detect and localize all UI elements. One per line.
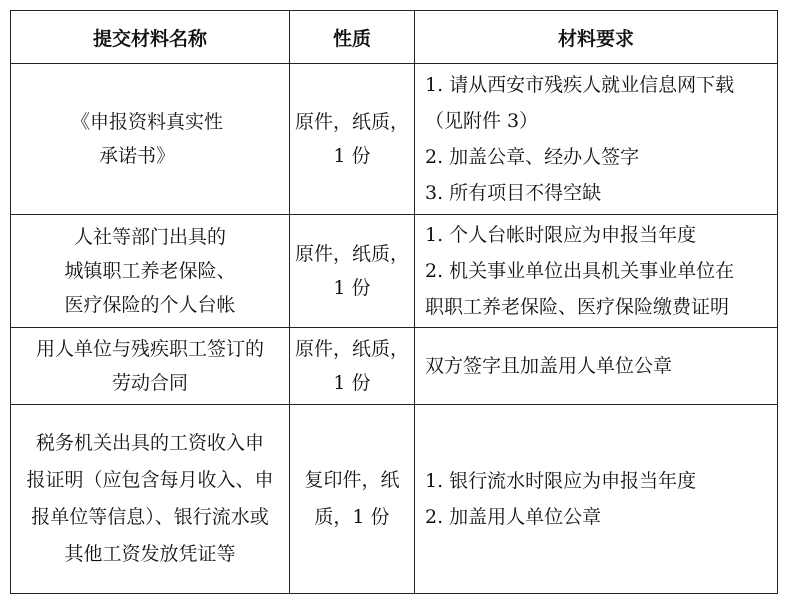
requirement-cell bbox=[415, 405, 778, 594]
nature-cell bbox=[290, 405, 415, 594]
requirement-cell bbox=[415, 328, 778, 405]
materials-table bbox=[10, 10, 778, 594]
material-name-cell bbox=[11, 64, 290, 215]
requirement-cell bbox=[415, 64, 778, 215]
material-name-line: 报证明（应包含每月收入、申 bbox=[26, 469, 274, 491]
material-name-line: 人社等部门出具的 bbox=[73, 226, 226, 248]
table-header-row bbox=[11, 11, 778, 64]
table-row bbox=[11, 215, 778, 328]
material-name-line: 城镇职工养老保险、 bbox=[64, 260, 236, 282]
requirement-line: 2. 机关事业单位出具机关事业单位在 bbox=[425, 260, 735, 282]
nature-line: 原件，纸质， bbox=[294, 338, 409, 360]
table-row bbox=[11, 405, 778, 594]
nature-line: 1 份 bbox=[333, 372, 371, 394]
material-name-line: 《申报资料真实性 bbox=[71, 111, 224, 133]
material-name-cell bbox=[11, 405, 290, 594]
nature-cell bbox=[290, 64, 415, 215]
requirement-line: 2. 加盖公章、经办人签字 bbox=[425, 146, 640, 168]
requirement-line: 3. 所有项目不得空缺 bbox=[425, 182, 602, 204]
requirement-line: 1. 请从西安市残疾人就业信息网下载 bbox=[425, 74, 735, 96]
material-name-line: 劳动合同 bbox=[111, 372, 188, 394]
nature-line: 复印件，纸 bbox=[304, 469, 400, 491]
requirement-line: 职职工养老保险、医疗保险缴费证明 bbox=[425, 296, 730, 318]
requirement-line: 2. 加盖用人单位公章 bbox=[425, 506, 602, 528]
material-name-cell bbox=[11, 215, 290, 328]
requirement-cell bbox=[415, 215, 778, 328]
material-name-line: 其他工资发放凭证等 bbox=[64, 543, 236, 565]
table-row bbox=[11, 328, 778, 405]
material-name-line: 用人单位与残疾职工签订的 bbox=[35, 338, 264, 360]
requirement-line: （见附件 3） bbox=[425, 110, 539, 132]
nature-line: 质，1 份 bbox=[314, 506, 390, 528]
nature-line: 1 份 bbox=[333, 277, 371, 299]
header-nature: 性质 bbox=[290, 11, 415, 64]
requirement-line: 双方签字且加盖用人单位公章 bbox=[425, 355, 673, 377]
requirement-line: 1. 个人台帐时限应为申报当年度 bbox=[425, 224, 697, 246]
table-row bbox=[11, 64, 778, 215]
nature-line: 原件，纸质， bbox=[294, 243, 409, 265]
material-name-line: 医疗保险的个人台帐 bbox=[64, 294, 236, 316]
nature-line: 1 份 bbox=[333, 145, 371, 167]
header-requirements: 材料要求 bbox=[415, 11, 778, 64]
material-name-line: 承诺书》 bbox=[99, 145, 176, 167]
nature-line: 原件，纸质， bbox=[294, 111, 409, 133]
nature-cell bbox=[290, 215, 415, 328]
nature-cell bbox=[290, 328, 415, 405]
requirement-line: 1. 银行流水时限应为申报当年度 bbox=[425, 470, 697, 492]
header-material-name: 提交材料名称 bbox=[11, 11, 290, 64]
material-name-line: 报单位等信息）、银行流水或 bbox=[31, 506, 269, 528]
material-name-line: 税务机关出具的工资收入申 bbox=[35, 432, 264, 454]
material-name-cell bbox=[11, 328, 290, 405]
